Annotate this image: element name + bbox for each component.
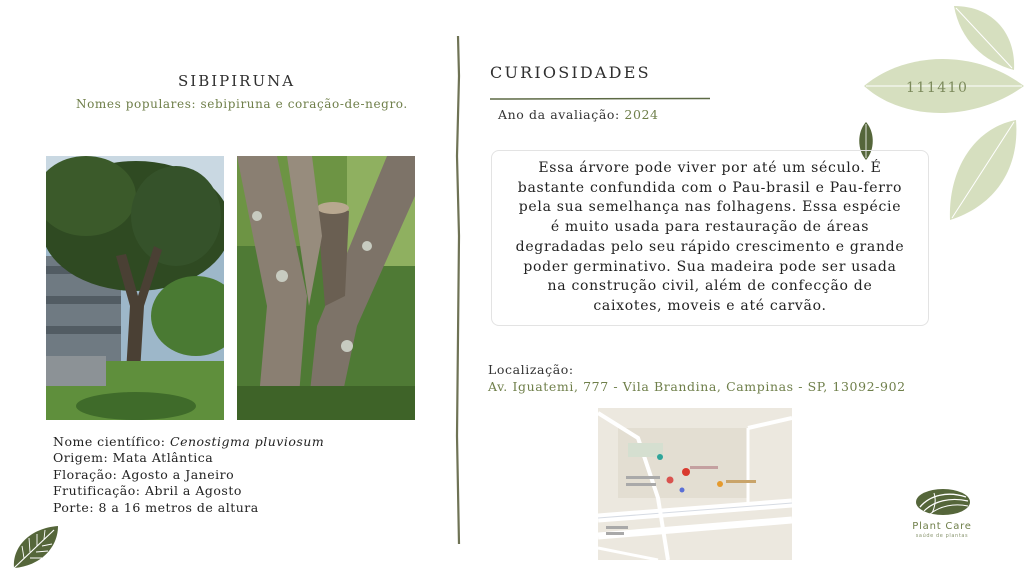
trunk-photo: [237, 156, 415, 420]
location-map[interactable]: [598, 408, 792, 560]
brand-tagline: saúde de plantas: [915, 533, 969, 539]
tree-photo: [46, 156, 224, 420]
year-value: 2024: [624, 107, 659, 122]
title-underline: [490, 86, 710, 90]
scientific-name-label: Nome científico:: [53, 434, 170, 449]
location-address: Av. Iguatemi, 777 - Vila Brandina, Campinas - SP, 13092-902: [488, 379, 906, 394]
leaf-decoration-top-right-icon: [864, 0, 1024, 229]
curiosities-title: CURIOSIDADES: [490, 63, 651, 82]
curiosity-line: Essa árvore pode viver por até um século. É: [538, 160, 882, 176]
brand-name: Plant Care: [912, 521, 972, 532]
evaluation-year: [498, 107, 659, 122]
flowering-row: Floração: Agosto a Janeiro: [53, 466, 235, 482]
curiosity-line: caixotes, moveis e até carvão.: [593, 297, 827, 314]
year-label: Ano da avaliação:: [498, 107, 625, 122]
curiosity-line: bastante confundida com o Pau-brasil e Pau-ferro: [517, 179, 903, 196]
leaf-decoration-bottom-left-icon: [10, 522, 62, 574]
record-code: 111410: [906, 80, 969, 96]
vertical-divider: [455, 36, 461, 544]
fruiting-row: Frutificação: Abril a Agosto: [53, 483, 242, 499]
size-row: Porte: 8 a 16 metros de altura: [53, 499, 259, 515]
curiosity-line: poder germinativo. Sua madeira pode ser usada: [523, 258, 897, 275]
origin-row: Origem: Mata Atlântica: [53, 450, 214, 466]
location-label: Localização:: [488, 362, 574, 377]
curiosity-line: é muito usada para restauração de áreas: [550, 219, 870, 236]
plant-care-logo-icon: [914, 487, 972, 523]
scientific-name-row: [53, 434, 324, 450]
curiosity-line: pela sua semelhança nas folhagens. Essa espécie: [518, 199, 902, 216]
curiosity-line: na construção civil, além de confecção de: [547, 278, 873, 295]
plant-name: SIBIPIRUNA: [178, 72, 296, 90]
curiosity-line: degradadas pelo seu rápido crescimento e grande: [515, 238, 905, 255]
plant-facts: [53, 434, 324, 516]
scientific-name-value: Cenostigma pluviosum: [170, 434, 325, 449]
popular-names: Nomes populares: sebipiruna e coração-de-negro.: [76, 97, 408, 111]
